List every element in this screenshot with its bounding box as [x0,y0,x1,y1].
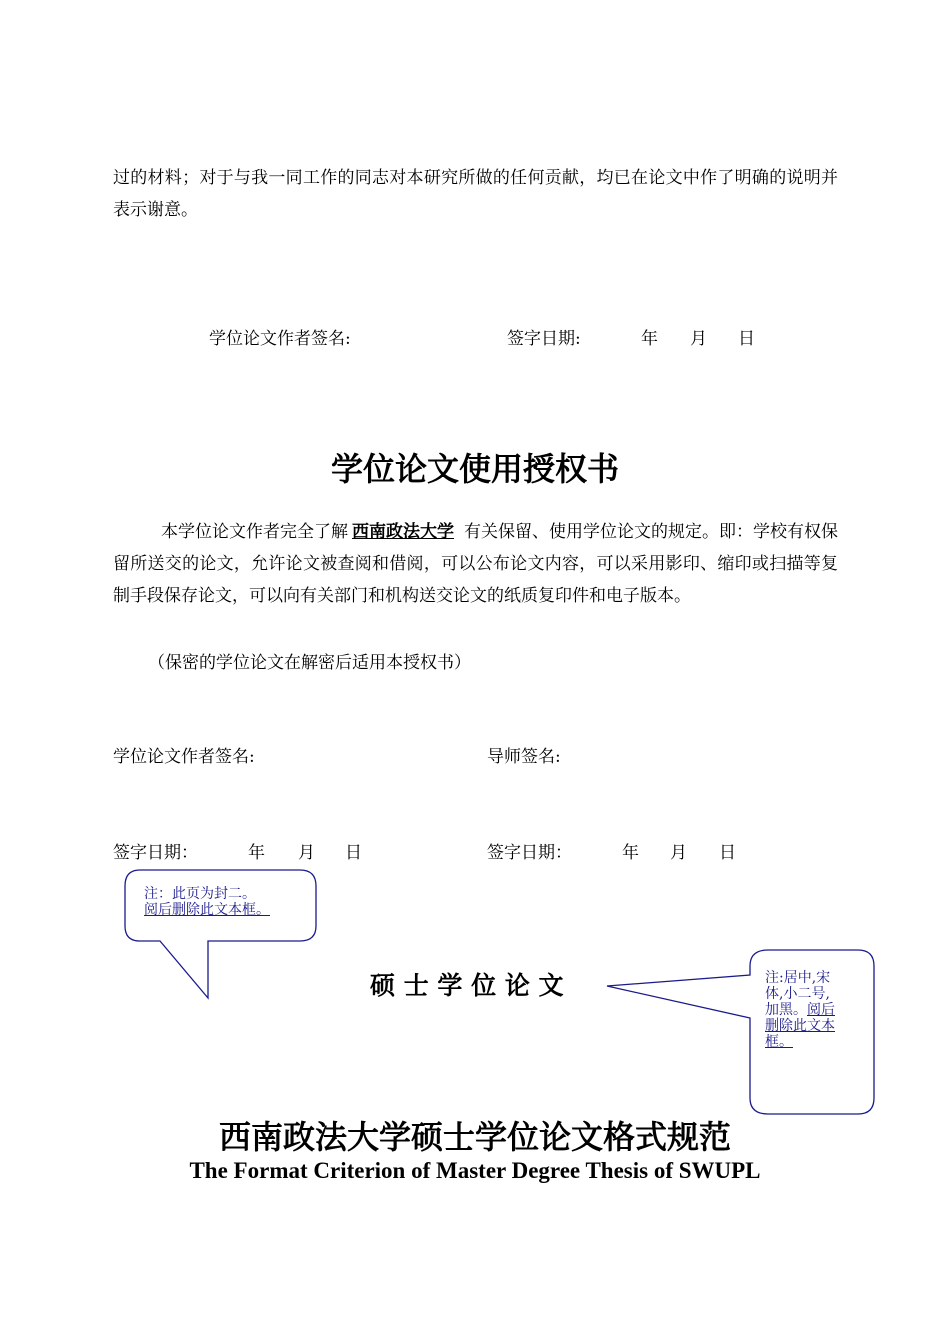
declaration-year-label: 年 [641,329,658,349]
authorization-paragraph [113,516,838,612]
degree-label: 硕 士 学 位 论 文 [370,971,564,1000]
right-callout-line3-prefix: 加黑。 [765,1002,807,1018]
authorization-paragraph-suffix: 有关保留、使用学位论文的规定。即：学校有权保留所送交的论文，允许论文被查阅和借阅，可以公布论文内容，可以采用影印、缩印或扫描等复制手段保存论文，可以向有关部门和机构送交论文的纸质复印件和电子版本。 [113,522,838,606]
left-callout-line1: 注：此页为封二。 [144,886,256,902]
author-year-label: 年 [248,843,265,863]
supervisor-signature-label: 导师签名: [487,747,561,767]
authorization-title: 学位论文使用授权书 [330,450,619,488]
declaration-author-signature-label: 学位论文作者签名: [209,329,351,349]
supervisor-year-label: 年 [622,843,639,863]
right-callout-delete-link[interactable]: 阅后 [807,1002,835,1018]
declaration-paragraph: 过的材料；对于与我一同工作的同志对本研究所做的任何贡献，均已在论文中作了明确的说明并表示谢意。 [113,168,838,220]
supervisor-date-label: 签字日期： [487,843,572,863]
right-callout-line2: 体,小二号, [765,986,830,1002]
right-callout-line5[interactable]: 框。 [765,1034,793,1050]
main-title-chinese: 西南政法大学硕士学位论文格式规范 [218,1118,731,1156]
left-callout-delete-link[interactable]: 阅后删除此文本框。 [144,902,270,918]
right-callout-line1: 注:居中,宋 [765,970,831,986]
supervisor-month-label: 月 [670,843,687,863]
declaration-date-label: 签字日期: [507,329,581,349]
right-callout-text [765,970,865,1050]
right-callout-line3 [765,1002,865,1018]
author-date-label: 签字日期： [113,843,198,863]
main-title-english: The Format Criterion of Master Degree Thesis of SWUPL [189,1158,761,1183]
author-month-label: 月 [298,843,315,863]
right-callout-line4[interactable]: 删除此文本 [765,1018,835,1034]
declaration-day-label: 日 [738,329,755,349]
confidential-note: （保密的学位论文在解密后适用本授权书） [148,653,471,673]
left-callout-text [144,886,270,918]
declaration-month-label: 月 [690,329,707,349]
supervisor-day-label: 日 [719,843,736,863]
authorization-paragraph-prefix: 本学位论文作者完全了解 [161,522,348,542]
author-day-label: 日 [345,843,362,863]
authorization-author-signature-label: 学位论文作者签名: [113,747,255,767]
university-name: 西南政法大学 [352,522,454,542]
